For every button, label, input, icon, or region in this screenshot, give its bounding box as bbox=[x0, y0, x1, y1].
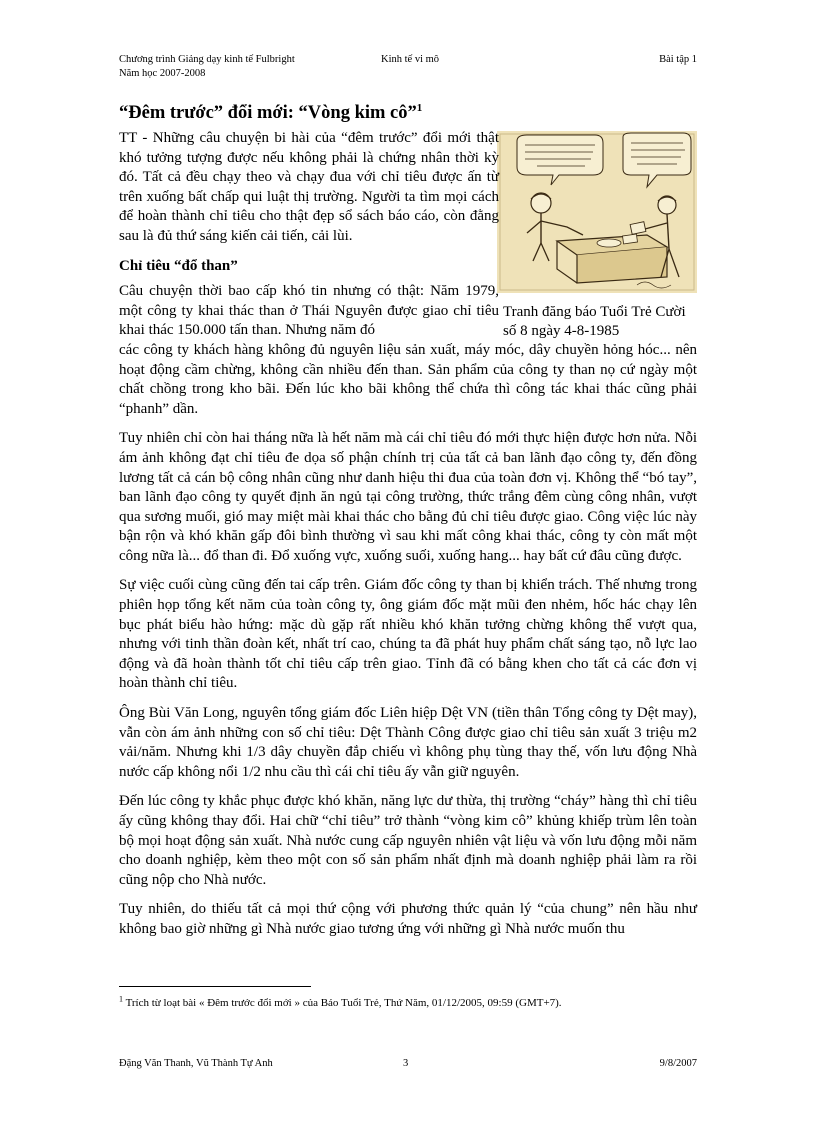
footnote-text: Trích từ loạt bài « Đêm trước đổi mới » của Báo Tuổi Trẻ, Thứ Năm, 01/12/2005, 09:59 (GMT+7). bbox=[125, 997, 562, 1009]
header-course: Kinh tế vi mô bbox=[381, 54, 440, 65]
article-title bbox=[119, 102, 422, 124]
paragraph-1b: các công ty khách hàng không đủ nguyên liệu sản xuất, máy móc, dây chuyền hỏng hóc... nên hoạt động cầm chừng, không cần nhiều đến than. Sản phẩm của công ty than nọ cứ ngày một chất chồng trong kho bãi. Đến lúc kho bãi không thể chứa thì công tác khai thác cũng phải “phanh” dần. bbox=[119, 341, 697, 417]
footer-date: 9/8/2007 bbox=[659, 1058, 697, 1069]
article-title-text: “Đêm trước” đổi mới: “Vòng kim cô” bbox=[119, 103, 417, 123]
header-program: Chương trình Giảng dạy kinh tế Fulbright bbox=[119, 54, 295, 65]
figure-caption: Tranh đăng báo Tuổi Trẻ Cười số 8 ngày 4-8-1985 bbox=[503, 304, 686, 339]
footer-authors: Đặng Văn Thanh, Vũ Thành Tự Anh bbox=[119, 1058, 273, 1069]
paragraph-4: Ông Bùi Văn Long, nguyên tổng giám đốc Liên hiệp Dệt VN (tiền thân Tổng công ty Dệt may), vẫn còn ám ảnh những con số chỉ tiêu: Dệt Thành Công được giao chỉ tiêu sản xuất 3 triệu m2 vải/năm. Nhưng khi 1/3 dây chuyền đắp chiếu vì không phụ tùng thay thế, vốn lưu động Nhà nước cấp không nổi 1/2 nhu cầu thì cái chỉ tiêu ấy vẫn giữ nguyên. bbox=[119, 705, 697, 780]
footer-page-number: 3 bbox=[403, 1058, 409, 1069]
footnote bbox=[119, 996, 697, 1010]
paragraph-1a: Câu chuyện thời bao cấp khó tin nhưng có thật: Năm 1979, một công ty khai thác than ở Thái Nguyên được giao chỉ tiêu khai thác 150.000 tấn than. Nhưng năm đó bbox=[119, 283, 499, 339]
header-assignment: Bài tập 1 bbox=[659, 54, 697, 65]
paragraph-2: Tuy nhiên chỉ còn hai tháng nữa là hết năm mà cái chỉ tiêu đó mới thực hiện được hơn nửa. Nỗi ám ảnh không đạt chỉ tiêu đe dọa số phận chính trị của tất cả ban lãnh đạo công ty, đến đồng lương tất cả cán bộ công nhân cũng như danh hiệu thi đua của toàn đơn vị. Không thể “bó tay”, ban lãnh đạo công ty quyết định ăn ngủ tại công trường, thức trắng đêm cùng công nhân, vượt qua sương muối, gió may miệt mài khai thác cho bằng đủ chỉ tiêu được giao. Công việc lúc này bận rộn và khó khăn gấp đôi bình thường vì sau khi mất công khai thác, công ty còn mất một công nữa là... đổ than đi. Đổ xuống vực, xuống suối, xuống hang... hay bất cứ đâu cũng được. bbox=[119, 430, 697, 564]
paragraph-6: Tuy nhiên, do thiếu tất cả mọi thứ cộng với phương thức quản lý “của chung” nên hầu như không bao giờ những gì Nhà nước giao tương ứng với những gì Nhà nước muốn thu bbox=[119, 901, 697, 937]
paragraph-5: Đến lúc công ty khắc phục được khó khăn, năng lực dư thừa, thị trường “cháy” hàng thì chỉ tiêu ấy cũng không thay đổi. Hai chữ “chỉ tiêu” trở thành “vòng kim cô” khủng khiếp trùm lên toàn bộ mọi hoạt động sản xuất. Nhà nước cung cấp nguyên nhiên vật liệu và vốn lưu động mỗi năm cho doanh nghiệp, kèm theo một con số sản phẩm nhất định mà doanh nghiệp phải làm ra rồi cũng nộp cho Nhà nước. bbox=[119, 793, 697, 888]
title-footnote-mark[interactable]: 1 bbox=[416, 101, 423, 114]
footnote-mark: 1 bbox=[119, 994, 123, 1004]
header-year: Năm học 2007-2008 bbox=[119, 68, 206, 79]
footnote-divider bbox=[119, 986, 311, 987]
section-heading: Chỉ tiêu “đổ than” bbox=[119, 257, 238, 274]
article-body bbox=[119, 129, 697, 950]
paragraph-3: Sự việc cuối cùng cũng đến tai cấp trên. Giám đốc công ty than bị khiển trách. Thế nhưng trong phiên họp tổng kết năm của toàn công ty, ông giám đốc mặt mũi đen nhẻm, hốc hác chạy lên bục phát biểu hào hứng: mặc dù gặp rất nhiều khó khăn tưởng chừng không thể vượt qua, nhưng với tinh thần đoàn kết, nhất trí cao, chúng ta đã phát huy phẩm chất sáng tạo, nỗ lực lao động và đã hoàn thành tốt chỉ tiêu cấp trên giao. Tỉnh đã có bằng khen cho tất cả các đơn vị hoàn thành chỉ tiêu. bbox=[119, 577, 697, 692]
intro-paragraph: TT - Những câu chuyện bi hài của “đêm trước” đổi mới thật khó tưởng tượng được nếu không phải là chứng nhân thời kỳ đó. Tất cả đều chạy theo và chạy đua với chỉ tiêu được ấn từ trên xuống bất chấp qui luật thị trường. Người ta tìm mọi cách để hoàn thành chỉ tiêu cho thật đẹp sổ sách báo cáo, còn đằng sau là đủ thứ sáng kiến cải tiến, cải lùi. bbox=[119, 130, 499, 244]
